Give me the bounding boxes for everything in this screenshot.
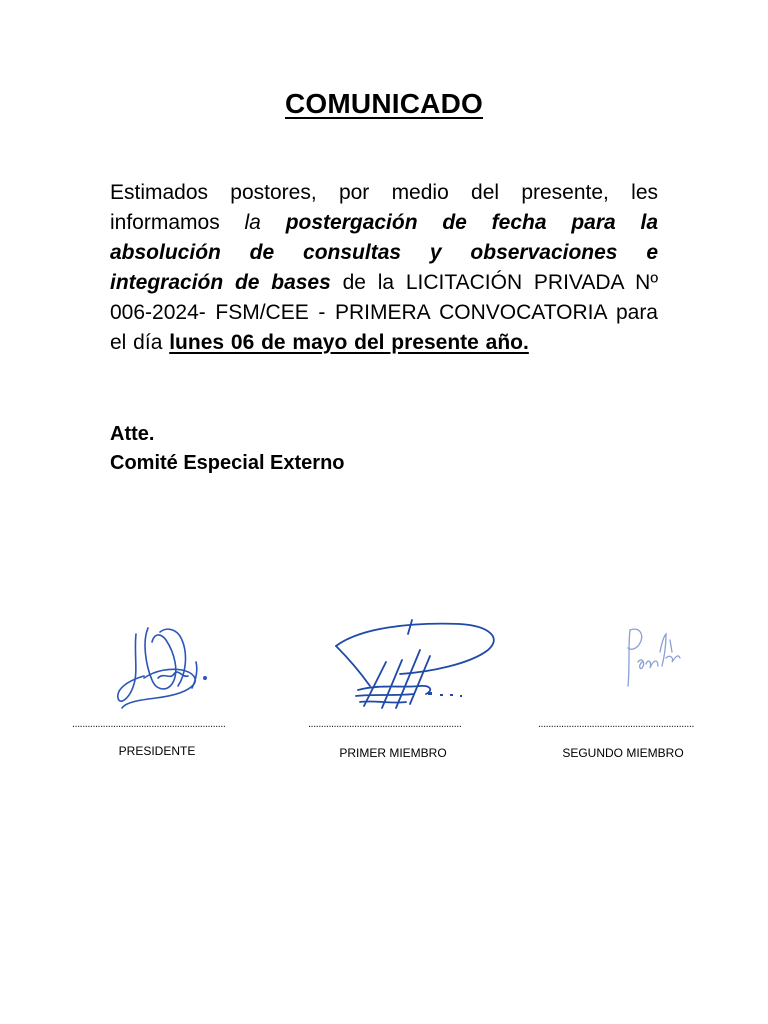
closing-greeting: Atte. — [110, 423, 155, 445]
signature-line-presidente: ............................................................ — [72, 718, 226, 730]
announcement-paragraph — [110, 178, 658, 358]
paragraph-article: la — [244, 211, 261, 234]
paragraph-date: lunes 06 de mayo del presente año. — [169, 331, 529, 354]
signature-presidente — [108, 622, 218, 714]
paragraph-emphasis: postergación de fecha para la absolución de consultas y observaciones e integración de bases — [110, 211, 659, 294]
signature-line-segundo-miembro: ............................................................. — [538, 718, 694, 730]
signature-line-primer-miembro: ............................................................ — [308, 718, 462, 730]
committee-name: Comité Especial Externo — [110, 452, 345, 474]
paragraph-intro: Estimados postores, por medio del presente, les informamos — [110, 181, 658, 234]
paragraph-tender-reference: de la LICITACIÓN PRIVADA Nº 006-2024- FSM/CEE - PRIMERA CONVOCATORIA para el día — [110, 271, 658, 354]
paragraph-space — [261, 211, 286, 234]
role-presidente: PRESIDENTE — [118, 744, 196, 758]
signature-segundo-miembro — [612, 622, 692, 698]
closing-block — [110, 420, 345, 478]
document-title: COMUNICADO — [285, 88, 483, 119]
signature-primer-miembro — [330, 616, 510, 712]
role-primer-miembro: PRIMER MIEMBRO — [339, 746, 447, 760]
role-segundo-miembro: SEGUNDO MIEMBRO — [562, 746, 684, 760]
